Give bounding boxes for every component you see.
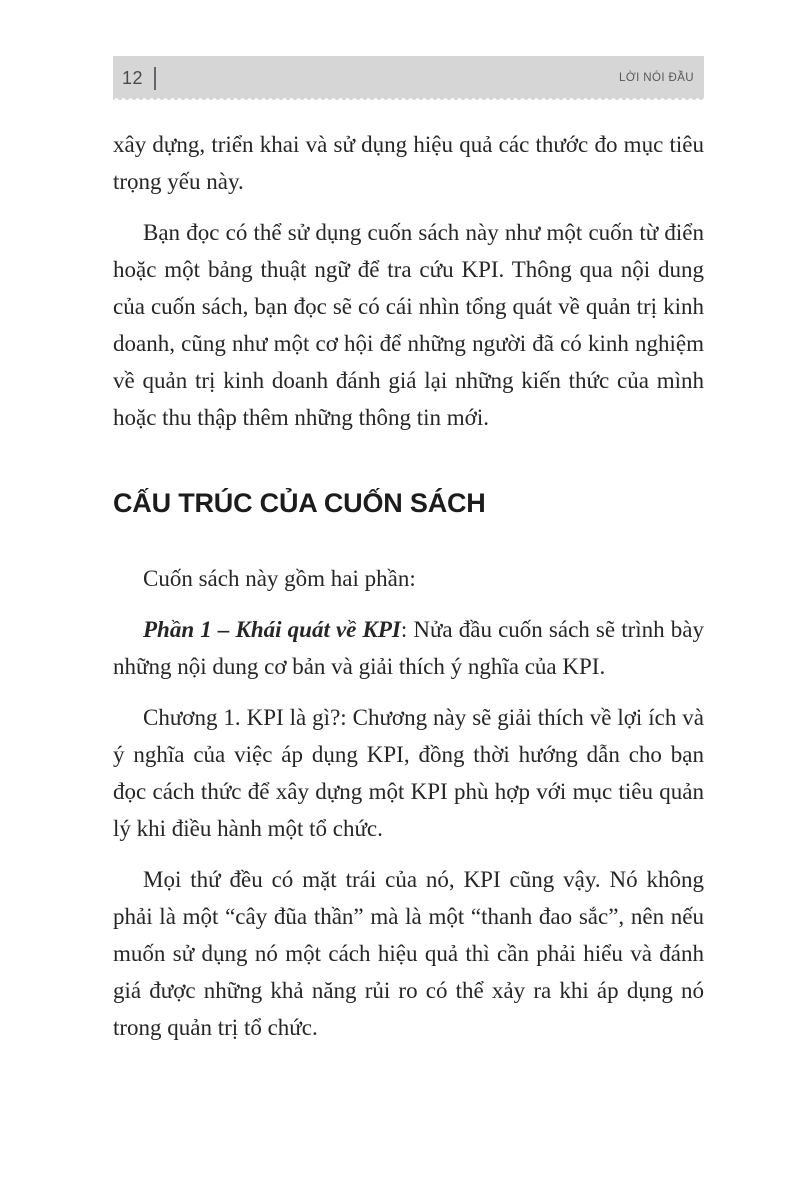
header-divider	[154, 67, 156, 90]
part1-lead: Phần 1 – Khái quát về KPI	[143, 617, 401, 642]
page-number: 12	[122, 67, 144, 88]
paragraph-continuation: xây dựng, triển khai và sử dụng hiệu quả các thước đo mục tiêu trọng yếu này.	[113, 132, 704, 194]
page-content	[113, 126, 704, 1046]
running-title: LỜI NÓI ĐẦU	[619, 72, 694, 84]
paragraph-chapter1: Chương 1. KPI là gì?: Chương này sẽ giải thích về lợi ích và ý nghĩa của việc áp dụng KPI, đồng thời hướng dẫn cho bạn đọc cách thức để xây dựng một KPI phù hợp với mục tiêu quản lý khi điều hành một tổ chức.	[113, 705, 704, 841]
paragraph-reader-usage: Bạn đọc có thể sử dụng cuốn sách này như một cuốn từ điển hoặc một bảng thuật ngữ để tra cứu KPI. Thông qua nội dung của cuốn sách, bạn đọc sẽ có cái nhìn tổng quát về quản trị kinh doanh, cũng như một cơ hội để những người đã có kinh nghiệm về quản trị kinh doanh đánh giá lại những kiến thức của mình hoặc thu thập thêm những thông tin mới.	[113, 220, 704, 430]
part1-rest: : Nửa đầu cuốn sách sẽ trình bày những nội dung cơ bản và giải thích ý nghĩa của KPI.	[113, 617, 704, 679]
paragraph-two-parts: Cuốn sách này gồm hai phần:	[143, 566, 416, 591]
paragraph-part1	[113, 611, 704, 685]
section-heading: CẤU TRÚC CỦA CUỐN SÁCH	[113, 488, 486, 518]
header-left-group	[122, 67, 156, 90]
running-header	[113, 56, 704, 100]
paragraph-caveat: Mọi thứ đều có mặt trái của nó, KPI cũng vậy. Nó không phải là một “cây đũa thần” mà là một “thanh đao sắc”, nên nếu muốn sử dụng nó một cách hiệu quả thì cần phải hiểu và đánh giá được những khả năng rủi ro có thể xảy ra khi áp dụng nó trong quản trị tổ chức.	[113, 867, 704, 1040]
